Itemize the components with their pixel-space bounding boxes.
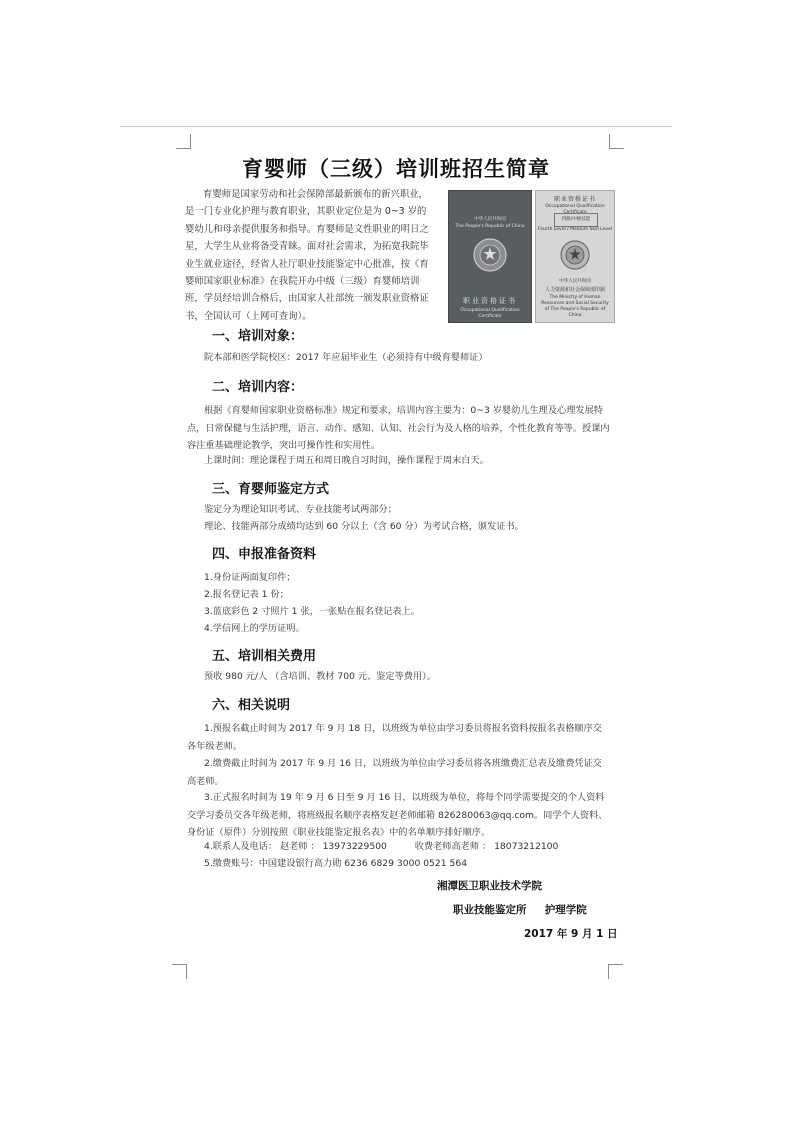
cert-left-name: 职业资格证书 [463, 297, 517, 305]
contact-gao: 收费老师高老师 ： 18073212100 [414, 841, 559, 852]
cert-right-level: 四级/中级技能 [561, 217, 591, 222]
certificate-inner-page-image [535, 190, 615, 323]
cert-left-top-text-en: The People's Republic of China [455, 224, 525, 229]
contact-label: 4.联系人及电话： [204, 841, 278, 852]
fees-text: 预收 980 元/人 （含培训、教材 700 元、鉴定等费用）。 [204, 671, 436, 682]
notes-account: 5.缴费账号：中国建设银行高力勋 6236 6829 3000 0521 564 [204, 858, 468, 869]
cert-left-name-en: Occupational Qualification Certificate [460, 308, 520, 319]
contact-zhao: 赵老师 ： 13973229500 [280, 841, 387, 852]
notes-item-1: 1.预报名截止时间为 2017 年 9 月 18 日，以班级为单位由学习委员将报名资料按报名表格顺序交各年级老师。 [187, 723, 602, 752]
national-emblem-icon [559, 239, 591, 271]
notes-contact-line [204, 838, 558, 856]
training-target-text: 院本部和医学院校区：2017 年应届毕业生（必须持有中级育婴师证） [204, 352, 488, 363]
section-heading-fees: 五、培训相关费用 [212, 649, 317, 664]
section-heading-assessment: 三、育婴师鉴定方式 [212, 482, 330, 497]
cert-right-name: 职业资格证书 [553, 196, 596, 203]
class-time-text: 上课时间：理论课程于周五和周日晚自习时间，操作课程于周末白天。 [204, 455, 489, 466]
page-title: 育婴师（三级）培训班招生简章 [242, 157, 550, 181]
crop-mark-bottom-left [172, 964, 187, 979]
section-heading-training-content: 二、培训内容： [212, 380, 304, 395]
cert-right-level-en: Fourth Level / Medium Skill Level [537, 227, 613, 232]
materials-item-1: 1.身份证两面复印件； [204, 572, 296, 583]
section-heading-training-target: 一、培训对象： [212, 329, 304, 344]
signature-date: 2017 年 9 月 1 日 [524, 928, 618, 940]
intro-paragraph: 育婴师是国家劳动和社会保障部最新颁布的新兴职业，是一门专业化护理与教育职业，其职业定位是为 0~3 岁的婴幼儿和母亲提供服务和指导。育婴师是文性职业的明日之星，大学生从业将备受青睐。面对社会需求，为拓宽我院毕业生就业途径，经省人社厅职业技能鉴定中心批准，按《育婴师国家职业标准》在我院开办中级（三级）育婴师培训班，学员经培训合格后，由国家人社部统一颁发职业资格证书，全国认可（上网可查询）。 [185, 189, 429, 322]
signature-school: 湘潭医卫职业技术学院 [437, 880, 542, 892]
cert-right-issuer-en: The Ministry of Human Resources and Social Security of The People's Republic of China [541, 295, 609, 318]
assessment-text-2: 理论、技能两部分成绩均达到 60 分以上（含 60 分）为考试合格，颁发证书。 [204, 521, 524, 532]
notes-item-2: 2.缴费截止时间为 2017 年 9 月 16 日，以班级为单位由学习委员将各班缴费汇总表及缴费凭证交高老师。 [187, 758, 602, 787]
page-top-rule [120, 126, 672, 127]
training-content-text: 根据《育婴师国家职业资格标准》规定和要求，培训内容主要为：0~3 岁婴幼儿生理及心理发展特点，日常保健与生活护理，语言、动作、感知、认知、社会行为及人格的培养，个性化教育等等。授课内容注重基础理论教学，突出可操作性和实用性。 [187, 405, 610, 451]
materials-item-4: 4.学信网上的学历证明。 [204, 623, 305, 634]
crop-mark-bottom-right [608, 964, 623, 979]
assessment-text-1: 鉴定分为理论知识考试、专业技能考试两部分； [204, 504, 397, 515]
signature-units: 职业技能鉴定所 护理学院 [453, 904, 587, 916]
certificate-cover-image [448, 190, 532, 323]
cert-right-issuer-top: 中华人民共和国 [559, 279, 591, 284]
cert-left-top-text: 中华人民共和国 [474, 217, 506, 222]
cert-right-name-en: Occupational Qualification Certificate [545, 204, 605, 215]
crop-mark-top-right [609, 134, 624, 149]
national-emblem-icon [472, 237, 508, 273]
materials-item-2: 2.报名登记表 1 份； [204, 589, 289, 600]
materials-item-3: 3.蓝底彩色 2 寸照片 1 张，一张贴在报名登记表上。 [204, 606, 420, 617]
notes-item-3: 3.正式报名时间为 19 年 9 月 6 日至 9 月 16 日，以班级为单位，将每个同学需要提交的个人资料交学习委员交各年级老师，将班级报名顺序表格发赵老师邮箱 826280063@qq.com。同学个人资料、身份证（原件）分别按照《职业技能鉴定报名表》中的名单顺序排好顺序。 [187, 792, 608, 838]
section-heading-notes: 六、相关说明 [212, 698, 291, 713]
cert-right-issuer: 人力资源和社会保障部印制 [544, 287, 605, 293]
crop-mark-top-left [176, 134, 191, 149]
cert-right-level-box [554, 213, 598, 227]
section-heading-materials: 四、申报准备资料 [212, 547, 317, 562]
